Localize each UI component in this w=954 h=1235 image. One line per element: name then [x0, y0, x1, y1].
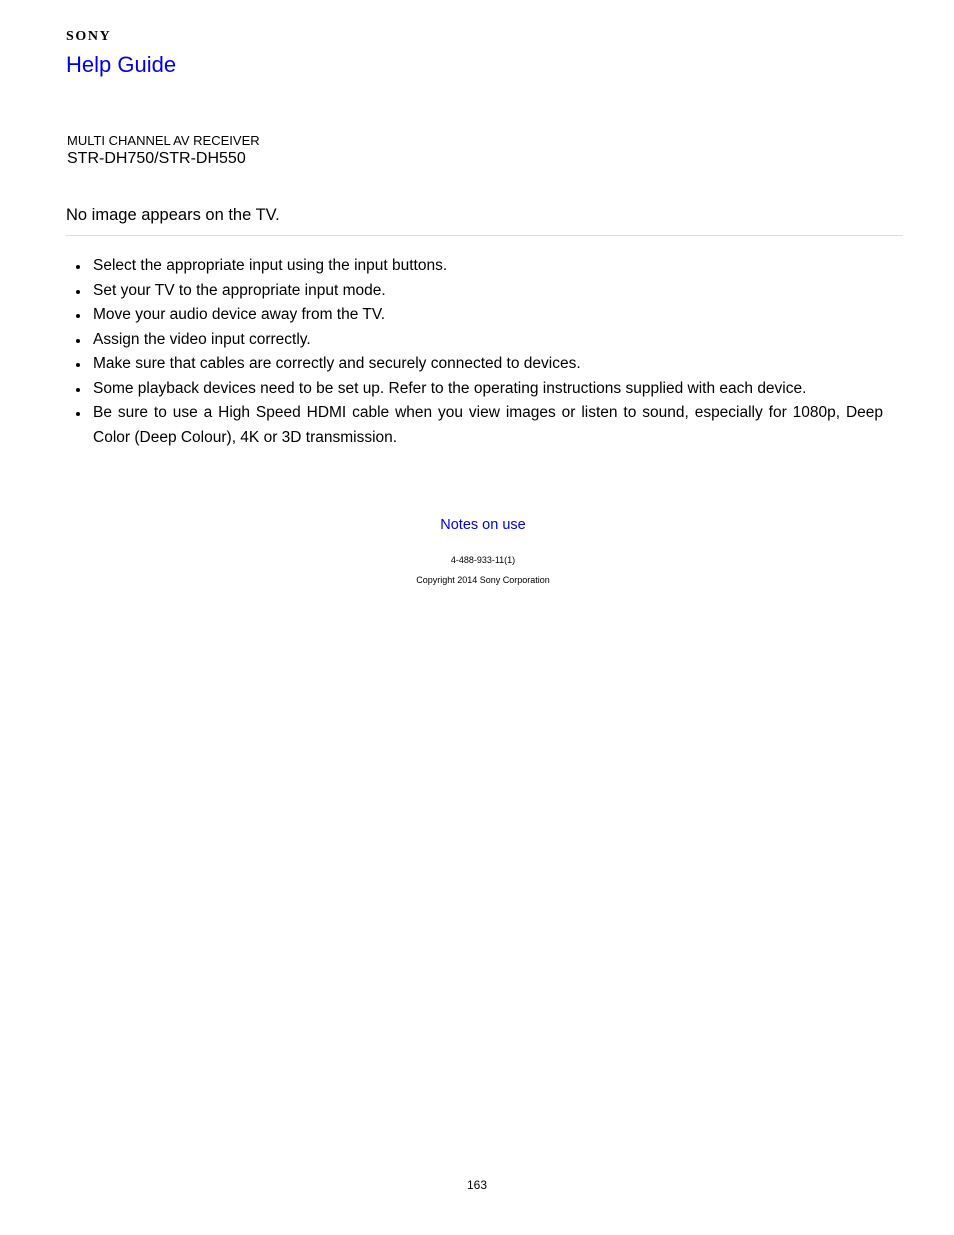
brand-logo: SONY: [66, 29, 112, 44]
list-item: Move your audio device away from the TV.: [93, 303, 883, 328]
list-item: Be sure to use a High Speed HDMI cable when you view images or listen to sound, especially for 1080p, Deep Color (Deep Colour), 4K or 3D transmission.: [93, 401, 883, 450]
copyright-text: Copyright 2014 Sony Corporation: [416, 575, 550, 585]
model-name: STR-DH750/STR-DH550: [67, 150, 246, 167]
help-guide-link[interactable]: Help Guide: [66, 52, 177, 77]
notes-on-use-link[interactable]: Notes on use: [440, 517, 526, 533]
product-category: MULTI CHANNEL AV RECEIVER: [67, 133, 260, 148]
list-item: Some playback devices need to be set up. Refer to the operating instructions supplied with each device.: [93, 377, 883, 402]
page-title: No image appears on the TV.: [66, 206, 280, 224]
list-item: Set your TV to the appropriate input mode.: [93, 279, 883, 304]
title-divider: [66, 235, 903, 236]
document-number: 4-488-933-11(1): [450, 555, 516, 565]
list-item: Assign the video input correctly.: [93, 328, 883, 353]
page-number: 163: [466, 1178, 488, 1192]
tips-list: [93, 254, 883, 450]
list-item: Select the appropriate input using the input buttons.: [93, 254, 883, 279]
list-item: Make sure that cables are correctly and securely connected to devices.: [93, 352, 883, 377]
